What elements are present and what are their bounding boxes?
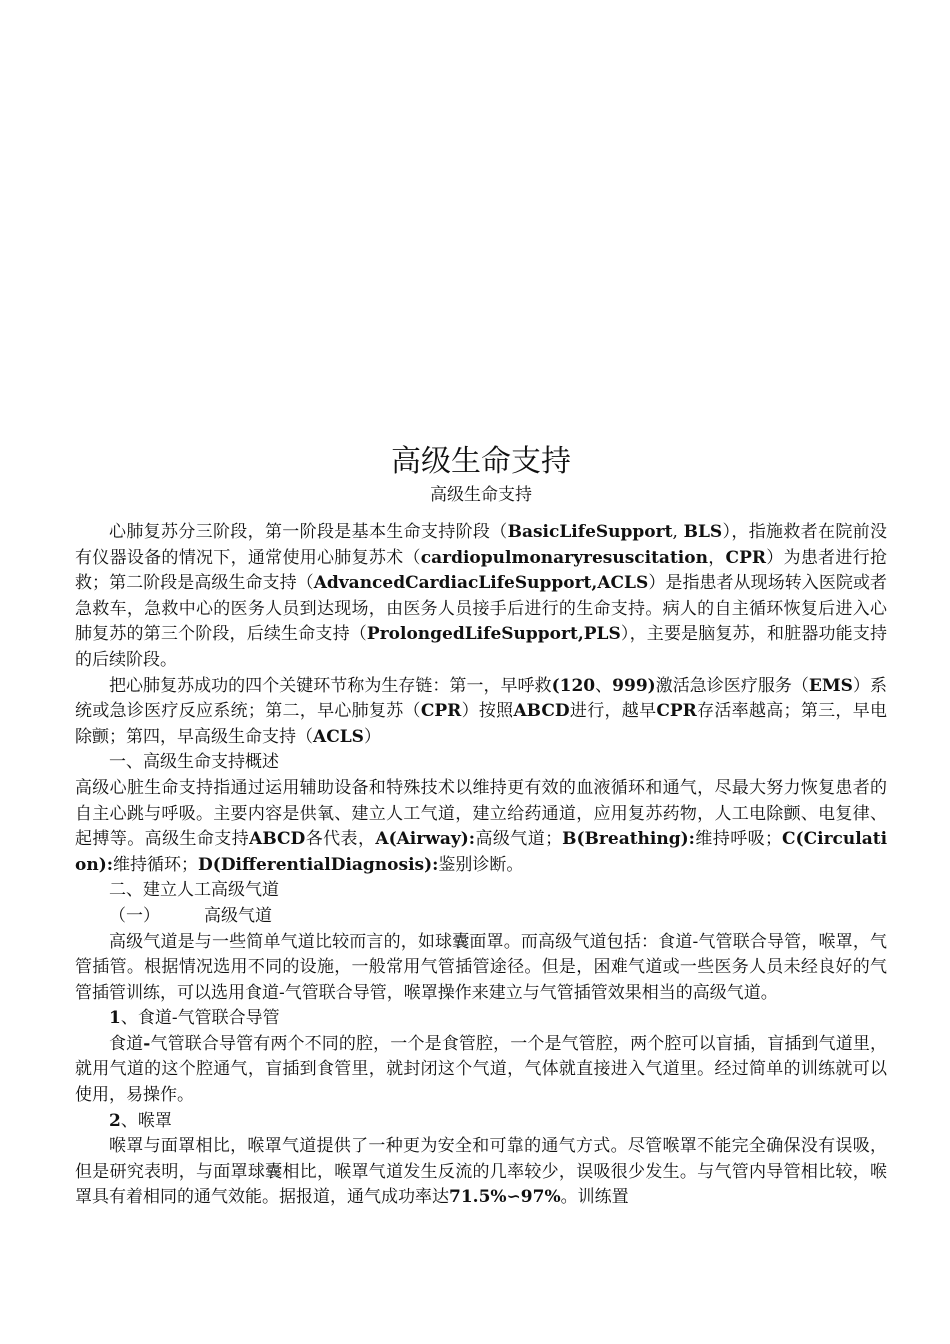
document-page [75, 440, 887, 1211]
paragraph-combitube [75, 1032, 887, 1109]
item-heading-combitube [75, 1006, 887, 1032]
bold-text-run: ProlongedLifeSupport,PLS [366, 624, 621, 645]
text-run: ），指施救者在院前没有仪器设备的情况下，通常使用心肺复苏术（ [75, 522, 887, 568]
text-run: ）为患者进行抢救；第二阶段是高级生命支持（ [75, 547, 888, 594]
text-run: 把心肺复苏成功的四个关键环节称为生存链：第一，早呼救 [109, 675, 552, 696]
document-title: 高级生命支持 [391, 444, 571, 479]
section-heading-overview: 一、高级生命支持概述 [109, 752, 279, 773]
bold-text-run: D(DifferentialDiagnosis): [198, 854, 439, 875]
bold-text-run: CPR [420, 701, 462, 722]
bold-text-run: BasicLifeSupport [507, 522, 673, 542]
subsection-heading-advanced-airway [75, 904, 887, 930]
bold-text-run: CPR [656, 701, 697, 722]
text-run: 各代表， [305, 829, 376, 850]
paragraph-cpr-stages [75, 520, 887, 674]
text-run: 维持呼吸； [694, 829, 783, 850]
text-run: 高级心脏生命支持指通过运用辅助设备和特殊技术以维持更有效的血液循环和通气，尽最大努力恢复患者的自主心跳与呼吸。主要内容是供氧、建立人工气道，建立给药通道，应用复苏药物，人工电除颤、电复律、起搏等。高级生命支持 [75, 777, 887, 850]
bold-text-run: BLS [683, 522, 723, 542]
section-heading-airway: 二、建立人工高级气道 [109, 880, 279, 901]
bold-text-run: ABCD [513, 701, 570, 722]
text-run: 、 [595, 675, 613, 696]
text-run: 鉴别诊断。 [438, 854, 524, 875]
text-run: 气管联合导管有两个不同的腔，一个是食管腔，一个是气管腔，两个腔可以盲插，盲插到气道里，就用气道的这个腔通气，盲插到食管里，就封闭这个气道，气体就直接进入气道里。经过简单的训练就可以使用，易操作。 [75, 1033, 887, 1106]
text-run: 进行，越早 [569, 701, 657, 722]
bold-text-run: ACLS [313, 726, 364, 747]
bold-text-run: EMS [808, 675, 853, 696]
text-run: ） [363, 726, 381, 747]
bold-text-run: AdvancedCardiacLifeSupport,ACLS [313, 573, 649, 594]
text-run: 喉罩与面罩相比，喉罩气道提供了一种更为安全和可靠的通气方式。尽管喉罩不能完全确保没有误吸，但是研究表明，与面罩球囊相比，喉罩气道发生反流的几率较少，误吸很少发生。与气管内导管相比较，喉罩具有着相同的通气效能。据报道，通气成功率达 [75, 1136, 887, 1208]
text-run: 维持循环； [113, 854, 199, 875]
text-run: ）按照 [461, 701, 514, 722]
paragraph-survival-chain [75, 674, 887, 751]
text-run: ）是指患者从现场转入医院或者急救车，急救中心的医务人员到达现场，由医务人员接手后进行的生命支持。病人的自主循环恢复后进入心肺复苏的第三个阶段，后续生命支持（ [75, 573, 888, 645]
text-run: 存活率越高；第三，早电除颤；第四，早高级生命支持（ [75, 701, 888, 747]
bold-text-run: 71.5%∽97% [449, 1187, 561, 1208]
paragraph-laryngeal-mask [75, 1134, 887, 1211]
document-subtitle: 高级生命支持 [430, 485, 532, 505]
paragraph-advanced-airway [75, 930, 887, 1007]
bold-text-run: cardiopulmonaryresuscitation [420, 547, 708, 568]
bold-text-run: C(Circulation): [75, 829, 888, 875]
text-run: 。训练置 [560, 1187, 629, 1208]
text-run: , [672, 522, 684, 542]
subsection-number: （一） [109, 905, 160, 926]
subsection-label: 高级气道 [204, 905, 272, 926]
bold-text-run: (120 [551, 675, 596, 696]
text-run: ， [707, 547, 726, 568]
item-label: 、食道-气管联合导管 [120, 1008, 280, 1029]
bold-text-run: - [143, 1033, 151, 1054]
text-run: 食道 [109, 1033, 144, 1054]
bold-text-run: B(Breathing): [562, 829, 695, 850]
text-run: 心肺复苏分三阶段，第一阶段是基本生命支持阶段（ [109, 522, 508, 542]
bold-text-run: A(Airway): [375, 829, 476, 850]
bold-text-run: 999) [612, 675, 656, 696]
item-heading-laryngeal-mask [75, 1109, 887, 1135]
text-run: 高级气道是与一些简单气道比较而言的，如球囊面罩。而高级气道包括：食道-气管联合导管，喉罩，气管插管。根据情况选用不同的设施，一般常用气管插管途径。但是，困难气道或一些医务人员未经良好的气管插管训练，可以选用食道-气管联合导管，喉罩操作来建立与气管插管效果相当的高级气道。 [75, 931, 887, 1003]
bold-text-run: CPR [725, 547, 766, 568]
bold-text-run: ABCD [249, 829, 306, 850]
item-number: 1 [109, 1008, 121, 1029]
text-run: 高级气道； [475, 829, 563, 850]
item-number: 2 [109, 1110, 121, 1131]
paragraph-acls-overview [75, 776, 887, 878]
text-run: ），主要是脑复苏，和脏器功能支持的后续阶段。 [75, 624, 887, 670]
text-run: ）系统或急诊医疗反应系统；第二，早心肺复苏（ [75, 675, 888, 722]
text-run: 激活急诊医疗服务（ [655, 675, 809, 696]
item-label: 、喉罩 [120, 1110, 172, 1131]
